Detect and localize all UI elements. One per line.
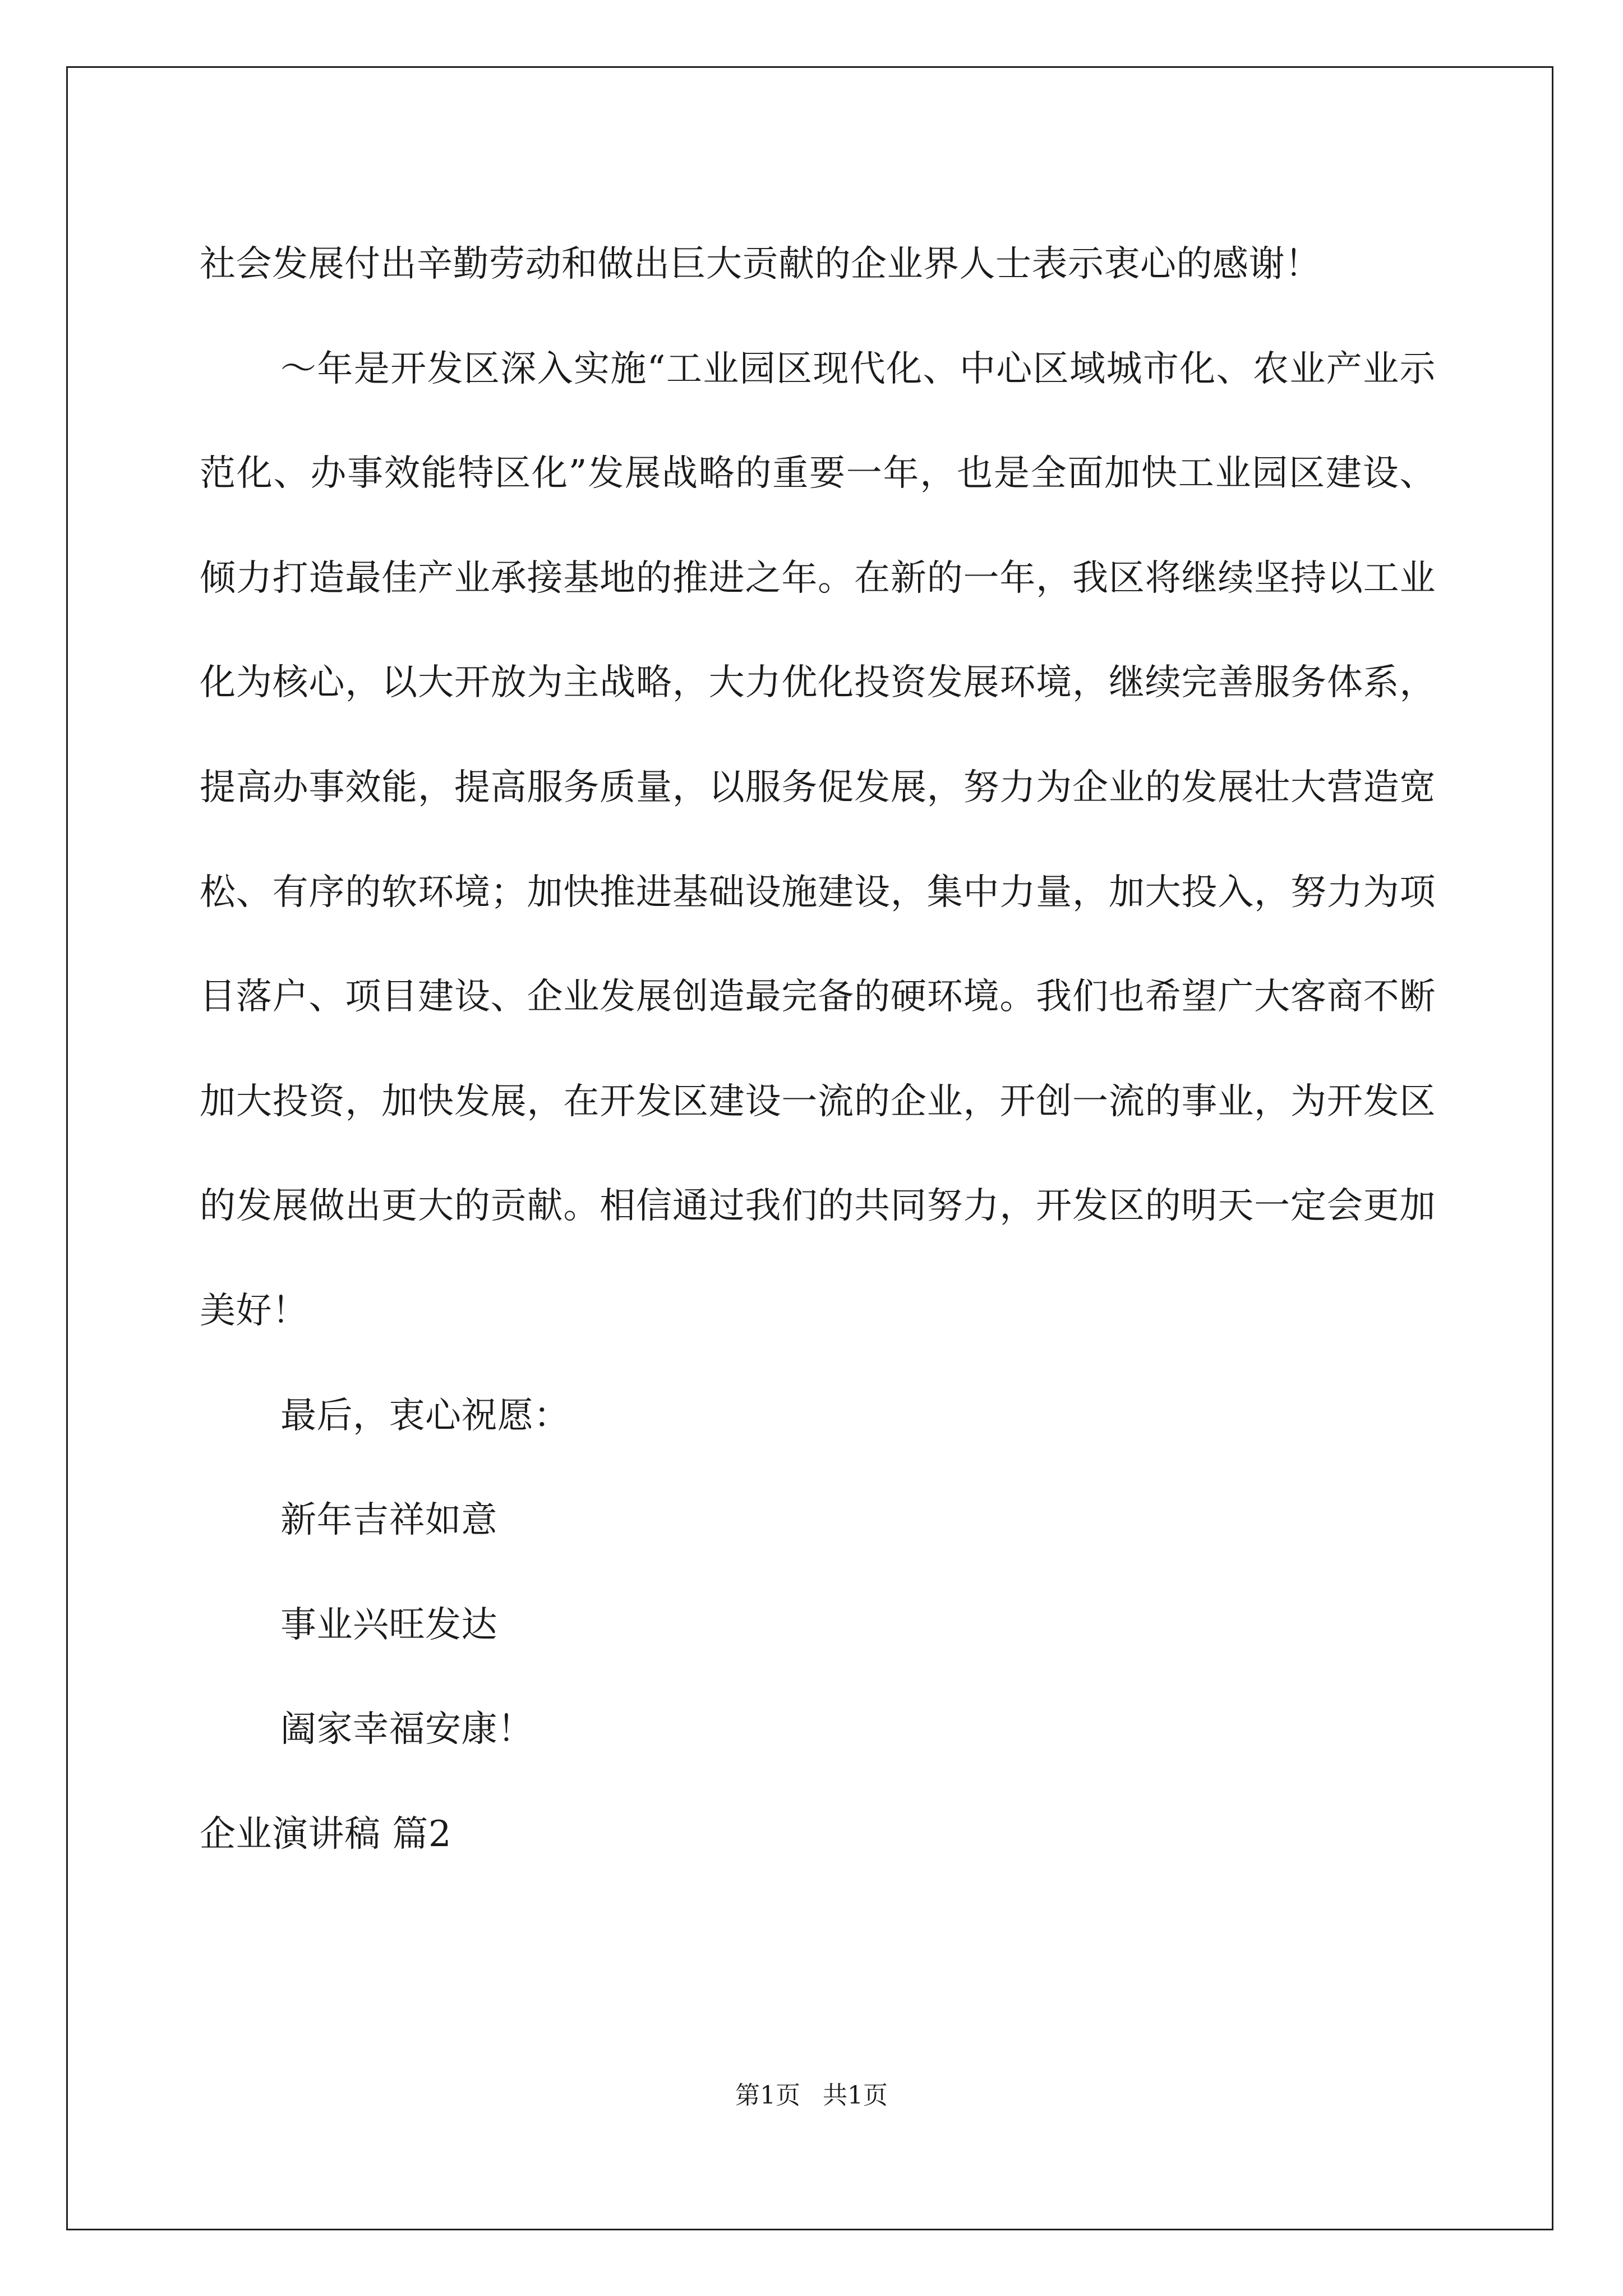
wish-line-3: 阖家幸福安康！ <box>280 1709 534 1751</box>
paragraph-continuation: 社会发展付出辛勤劳动和做出巨大贡献的企业界人士表示衷心的感谢！ <box>200 243 1321 285</box>
paragraph-closing: 最后，衷心祝愿： <box>280 1395 570 1437</box>
page-total: 共1页 <box>823 2081 888 2110</box>
document-body <box>200 212 1436 1887</box>
paragraph-main: ～年是开发区深入实施“工业园区现代化、中心区域城市化、农业产业示范化、办事效能特区化”发展战略的重要一年，也是全面加快工业园区建设、倾力打造最佳产业承接基地的推进之年。在新的一年，我区将继续坚持以工业化为核心，以大开放为主战略，大力优化投资发展环境，继续完善服务体系，提高办事效能，提高服务质量，以服务促发展，努力为企业的发展壮大营造宽松、有序的软环境；加快推进基础设施建设，集中力量，加大投入，努力为项目落户、项目建设、企业发展创造最完备的硬环境。我们也希望广大客商不断加大投资，加快发展，在开发区建设一流的企业，开创一流的事业，为开发区的发展做出更大的贡献。相信通过我们的共同努力，开发区的明天一定会更加美好！ <box>200 348 1436 1332</box>
page-footer <box>0 2079 1623 2113</box>
wish-line-2: 事业兴旺发达 <box>280 1604 497 1646</box>
wish-line-1: 新年吉祥如意 <box>280 1499 497 1542</box>
page-number: 第1页 <box>735 2081 800 2110</box>
section-heading: 企业演讲稿 篇2 <box>200 1813 452 1855</box>
